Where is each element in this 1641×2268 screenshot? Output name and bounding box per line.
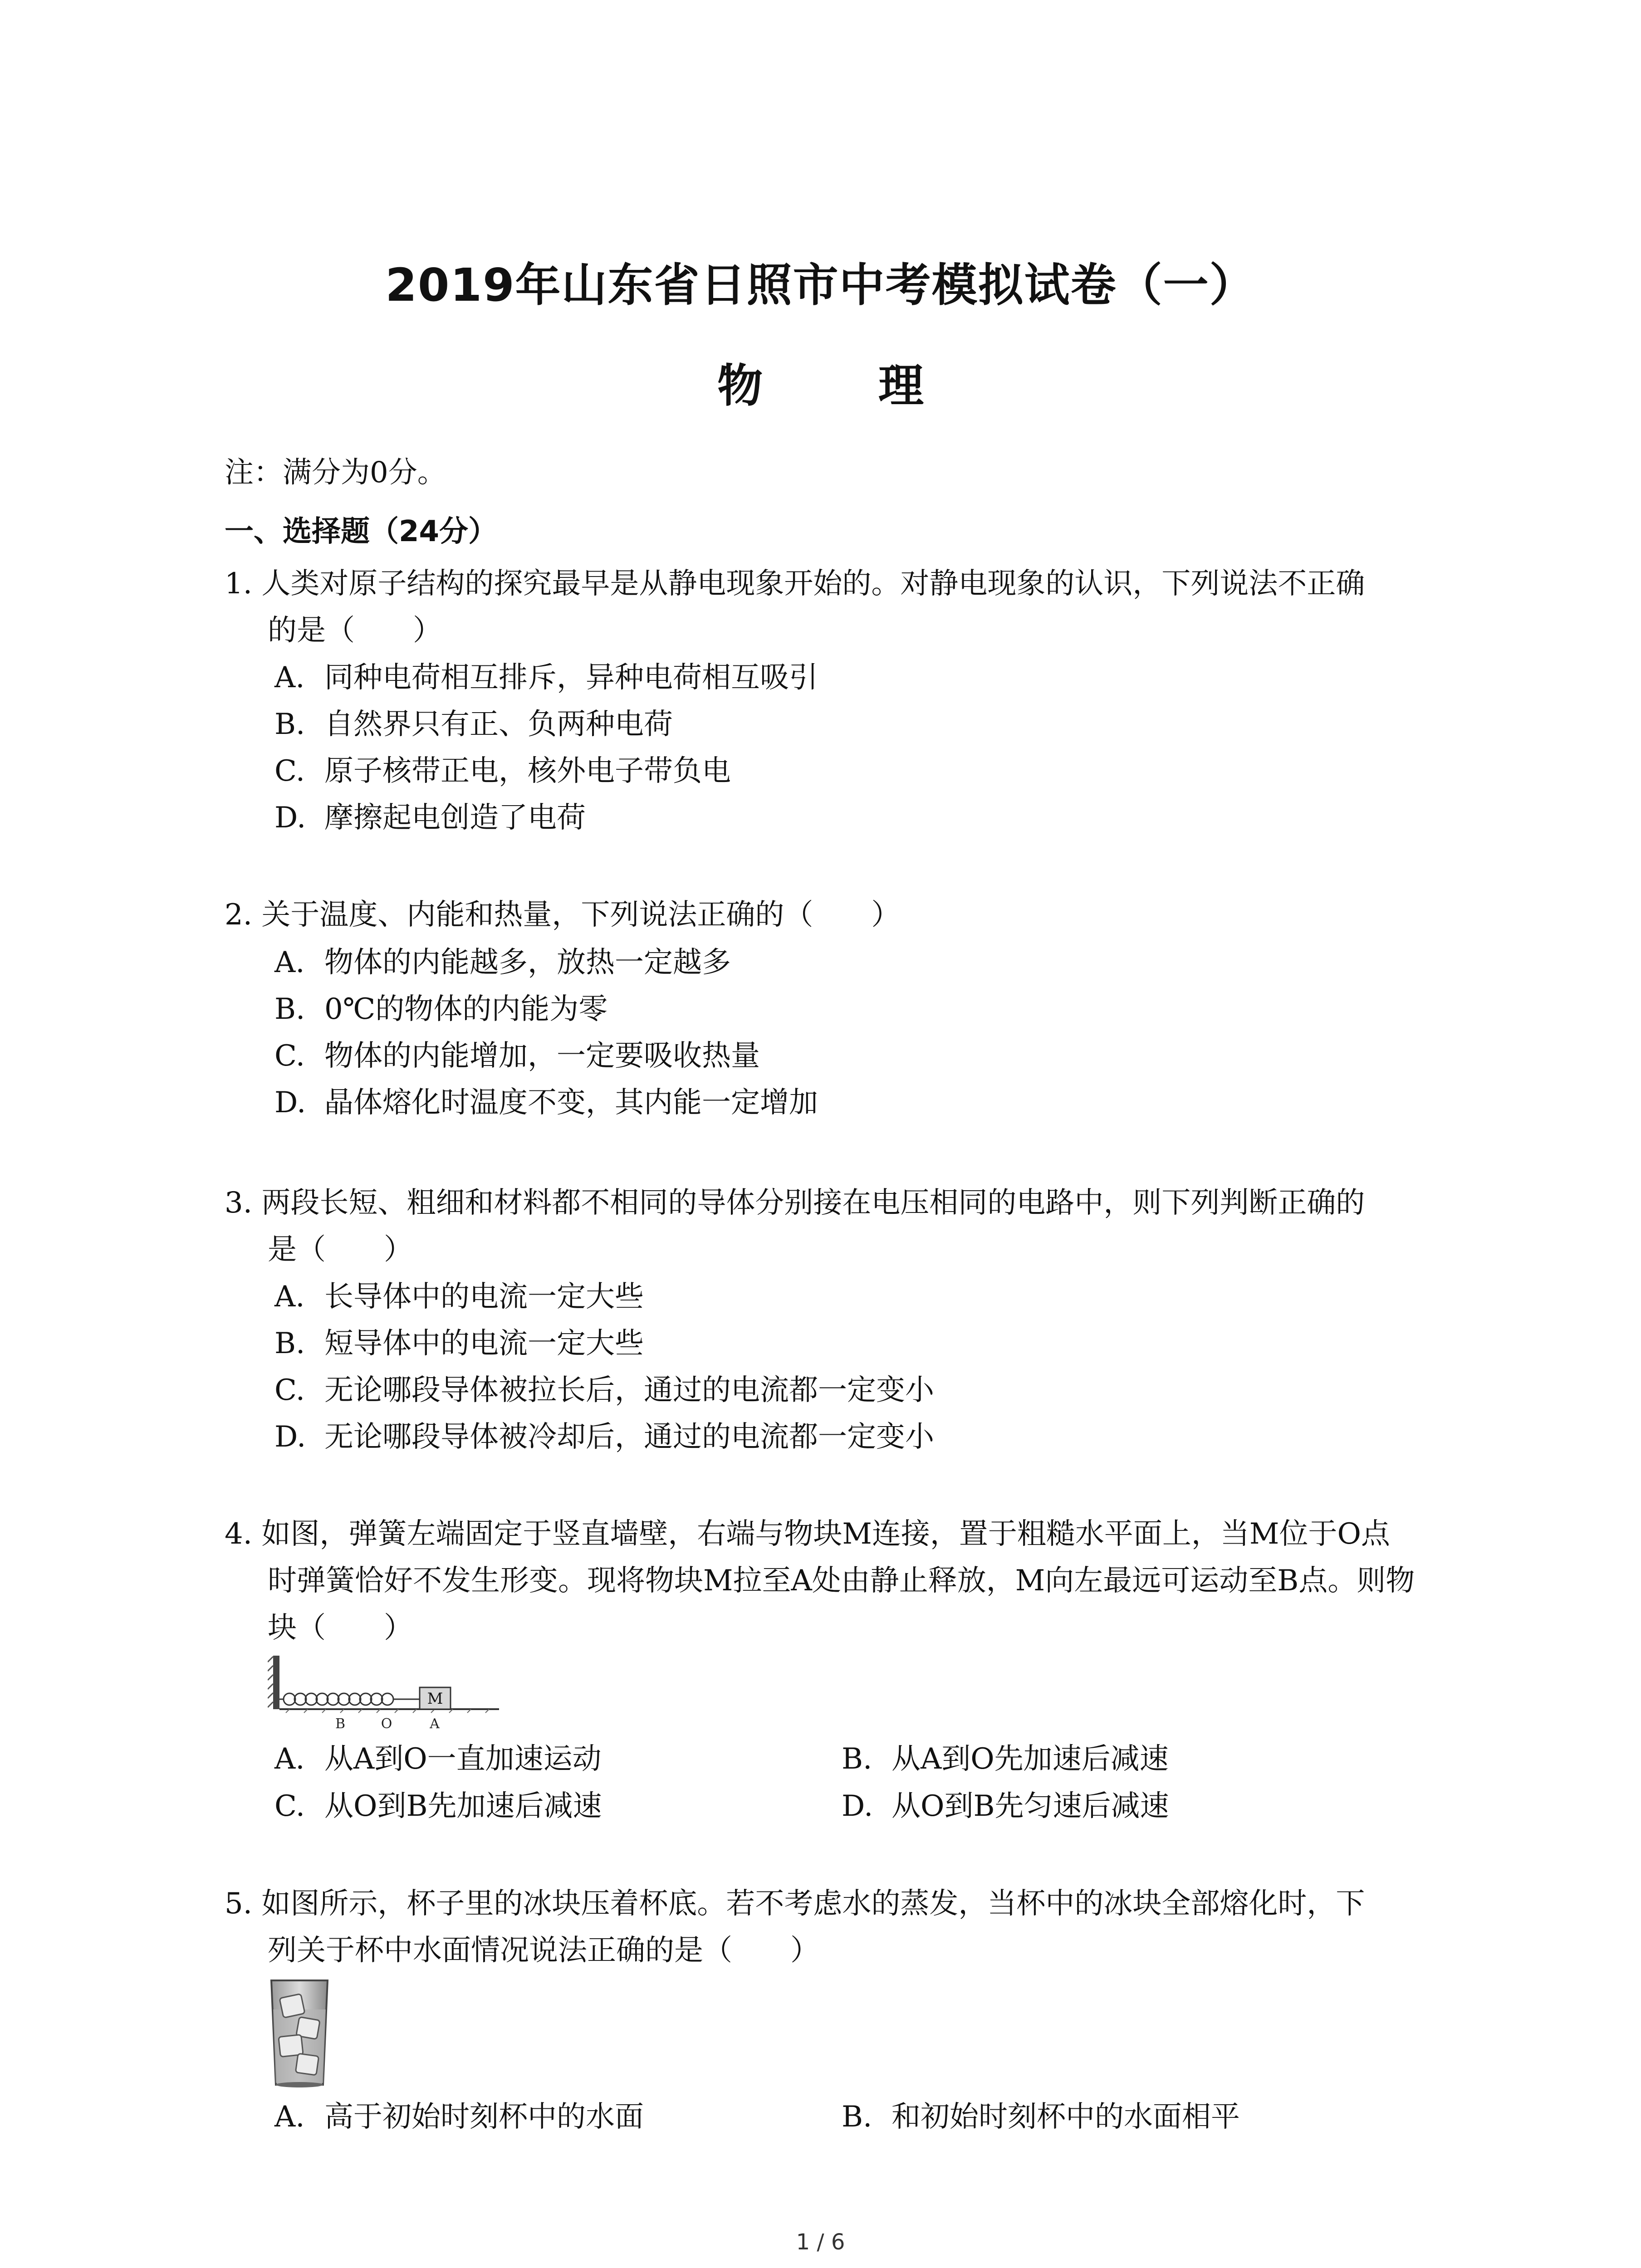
option-label: B. <box>274 708 305 741</box>
option-text: 从A到O先加速后减速 <box>892 1742 1169 1776</box>
question-2-option-a[interactable] <box>274 948 731 977</box>
page-number: 1 / 6 <box>796 2229 845 2255</box>
option-text: 无论哪段导体被冷却后，通过的电流都一定变小 <box>324 1420 934 1454</box>
question-3-stem-cont: 是（ ） <box>268 1233 413 1266</box>
question-4-stem: 4. 如图，弹簧左端固定于竖直墙壁，右端与物块M连接，置于粗糙水平面上，当M位于O点 <box>225 1517 1390 1551</box>
question-1-option-c[interactable] <box>274 754 731 788</box>
question-4-option-b[interactable] <box>842 1742 1169 1776</box>
option-label: C. <box>274 754 305 788</box>
option-label: B. <box>274 1327 305 1360</box>
option-text: 自然界只有正、负两种电荷 <box>324 708 673 741</box>
question-4-stem-cont-1: 时弹簧恰好不发生形变。现将物块M拉至A处由静止释放，M向左最远可运动至B点。则物 <box>268 1564 1415 1598</box>
question-2-option-b[interactable] <box>274 992 608 1026</box>
question-2-stem: 2. 关于温度、内能和热量，下列说法正确的（ ） <box>225 898 901 932</box>
question-5-stem-cont: 列关于杯中水面情况说法正确的是（ ） <box>268 1934 819 1967</box>
question-1-option-a[interactable] <box>274 663 818 692</box>
option-label: A. <box>274 2100 305 2134</box>
question-3-stem: 3. 两段长短、粗细和材料都不相同的导体分别接在电压相同的电路中，则下列判断正确的 <box>225 1186 1365 1220</box>
question-3-option-b[interactable] <box>274 1329 644 1358</box>
option-label: D. <box>274 801 306 835</box>
point-a-label: A <box>430 1716 440 1732</box>
option-label: B. <box>842 1742 872 1776</box>
question-1-stem-cont: 的是（ ） <box>268 614 442 647</box>
glass-base <box>276 2082 323 2087</box>
question-4-option-c[interactable] <box>274 1789 602 1823</box>
option-label: C. <box>274 1039 305 1073</box>
question-5-stem: 5. 如图所示，杯子里的冰块压着杯底。若不考虑水的蒸发，当杯中的冰块全部熔化时，下 <box>225 1887 1365 1921</box>
point-o-label: O <box>381 1716 392 1732</box>
question-3-option-a[interactable] <box>274 1280 644 1314</box>
option-text: 从A到O一直加速运动 <box>324 1742 602 1776</box>
spring-block-figure <box>268 1656 504 1733</box>
question-1-option-b[interactable] <box>274 710 673 739</box>
option-text: 晶体熔化时温度不变，其内能一定增加 <box>324 1086 818 1119</box>
subject-title: 物 理 <box>717 359 974 412</box>
option-text: 物体的内能越多，放热一定越多 <box>324 946 731 979</box>
question-4-option-d[interactable] <box>842 1789 1169 1823</box>
option-text: 无论哪段导体被拉长后，通过的电流都一定变小 <box>324 1374 934 1407</box>
question-5-option-a[interactable] <box>274 2100 644 2134</box>
question-2-option-d[interactable] <box>274 1088 818 1117</box>
option-text: 物体的内能增加，一定要吸收热量 <box>324 1039 760 1073</box>
option-text: 短导体中的电流一定大些 <box>324 1327 644 1360</box>
option-label: D. <box>274 1420 306 1454</box>
option-label: C. <box>274 1374 305 1407</box>
wall <box>273 1656 279 1709</box>
question-4-option-a[interactable] <box>274 1742 602 1776</box>
option-text: 0℃的物体的内能为零 <box>324 992 608 1026</box>
option-label: D. <box>842 1789 873 1823</box>
option-text: 从O到B先加速后减速 <box>324 1789 602 1823</box>
option-text: 摩擦起电创造了电荷 <box>324 801 586 835</box>
question-2-option-c[interactable] <box>274 1039 760 1073</box>
exam-title: 2019年山东省日照市中考模拟试卷（一） <box>385 259 1256 312</box>
spring <box>279 1693 420 1705</box>
score-note: 注：满分为0分。 <box>225 456 446 489</box>
question-1-stem: 1. 人类对原子结构的探究最早是从静电现象开始的。对静电现象的认识，下列说法不正确 <box>225 567 1365 601</box>
question-5-option-b[interactable] <box>842 2100 1240 2134</box>
question-4-stem-cont-2: 块（ ） <box>268 1611 413 1645</box>
point-b-label: B <box>335 1716 346 1732</box>
question-3-option-c[interactable] <box>274 1376 934 1405</box>
question-1-option-d[interactable] <box>274 801 586 835</box>
ice-glass-figure <box>268 1978 331 2089</box>
section-heading: 一、选择题（24分） <box>225 515 498 548</box>
option-label: A. <box>274 946 305 979</box>
question-3-option-d[interactable] <box>274 1422 934 1452</box>
option-label: A. <box>274 1742 305 1776</box>
wall-hatch <box>268 1657 273 1707</box>
option-label: D. <box>274 1086 306 1119</box>
option-label: B. <box>274 992 305 1026</box>
option-label: A. <box>274 661 305 694</box>
option-label: A. <box>274 1280 305 1314</box>
option-text: 同种电荷相互排斥，异种电荷相互吸引 <box>324 661 818 694</box>
option-label: B. <box>842 2100 872 2134</box>
option-text: 和初始时刻杯中的水面相平 <box>892 2100 1240 2134</box>
option-text: 原子核带正电，核外电子带负电 <box>324 754 731 788</box>
option-text: 高于初始时刻杯中的水面 <box>324 2100 644 2134</box>
option-text: 从O到B先匀速后减速 <box>892 1789 1169 1823</box>
block-label: M <box>427 1690 443 1708</box>
option-label: C. <box>274 1789 305 1823</box>
option-text: 长导体中的电流一定大些 <box>324 1280 644 1314</box>
